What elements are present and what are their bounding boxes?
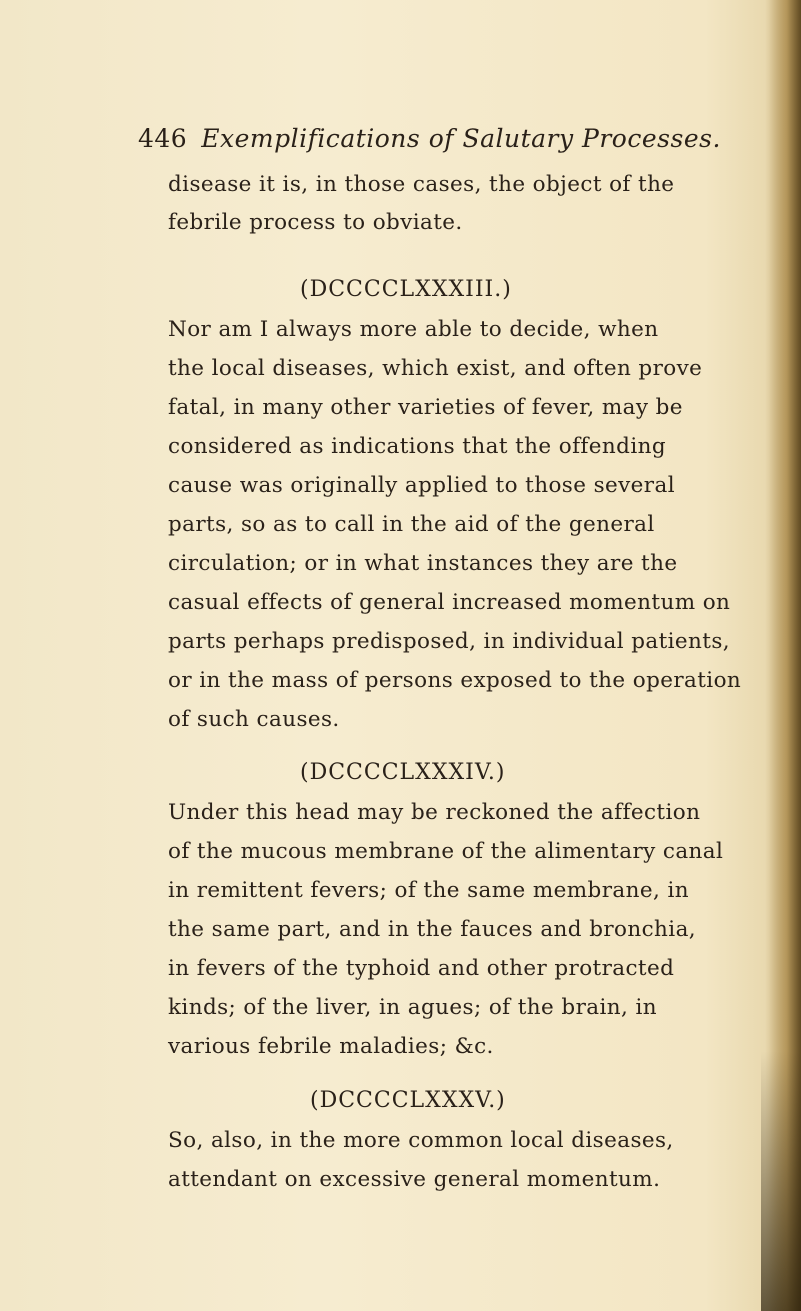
text-line: or in the mass of persons exposed to the operation: [168, 668, 742, 693]
page-corner-shadow: [761, 1051, 801, 1311]
text-line: of such causes.: [168, 707, 340, 732]
text-line: febrile process to obviate.: [168, 210, 463, 235]
text-line: cause was originally applied to those several: [168, 473, 675, 498]
running-head: [138, 124, 721, 153]
section-heading: (DCCCCLXXXIII.): [300, 277, 512, 302]
text-line: parts perhaps predisposed, in individual patients,: [168, 629, 731, 654]
text-line: kinds; of the liver, in agues; of the brain, in: [168, 995, 657, 1020]
text-line: attendant on excessive general momentum.: [168, 1167, 661, 1192]
section-heading: (DCCCCLXXXV.): [310, 1088, 506, 1113]
section-heading: (DCCCCLXXXIV.): [300, 760, 506, 785]
text-line: casual effects of general increased momentum on: [168, 590, 731, 615]
text-line: various febrile maladies; &c.: [168, 1034, 494, 1059]
text-line: considered as indications that the offending: [168, 434, 667, 459]
text-line: parts, so as to call in the aid of the general: [168, 512, 655, 537]
text-line: in fevers of the typhoid and other protracted: [168, 956, 675, 981]
text-line: the same part, and in the fauces and bronchia,: [168, 917, 697, 942]
text-line: the local diseases, which exist, and often prove: [168, 356, 703, 381]
text-line: Under this head may be reckoned the affection: [168, 800, 701, 825]
page-number: 446: [138, 124, 188, 153]
text-line: disease it is, in those cases, the object of the: [168, 172, 675, 197]
text-line: in remittent fevers; of the same membrane, in: [168, 878, 689, 903]
text-line: Nor am I always more able to decide, when: [168, 317, 659, 342]
text-line: circulation; or in what instances they are the: [168, 551, 678, 576]
text-line: of the mucous membrane of the alimentary canal: [168, 839, 724, 864]
text-line: So, also, in the more common local diseases,: [168, 1128, 674, 1153]
text-line: fatal, in many other varieties of fever, may be: [168, 395, 683, 420]
running-title: Exemplifications of Salutary Processes.: [201, 124, 721, 153]
